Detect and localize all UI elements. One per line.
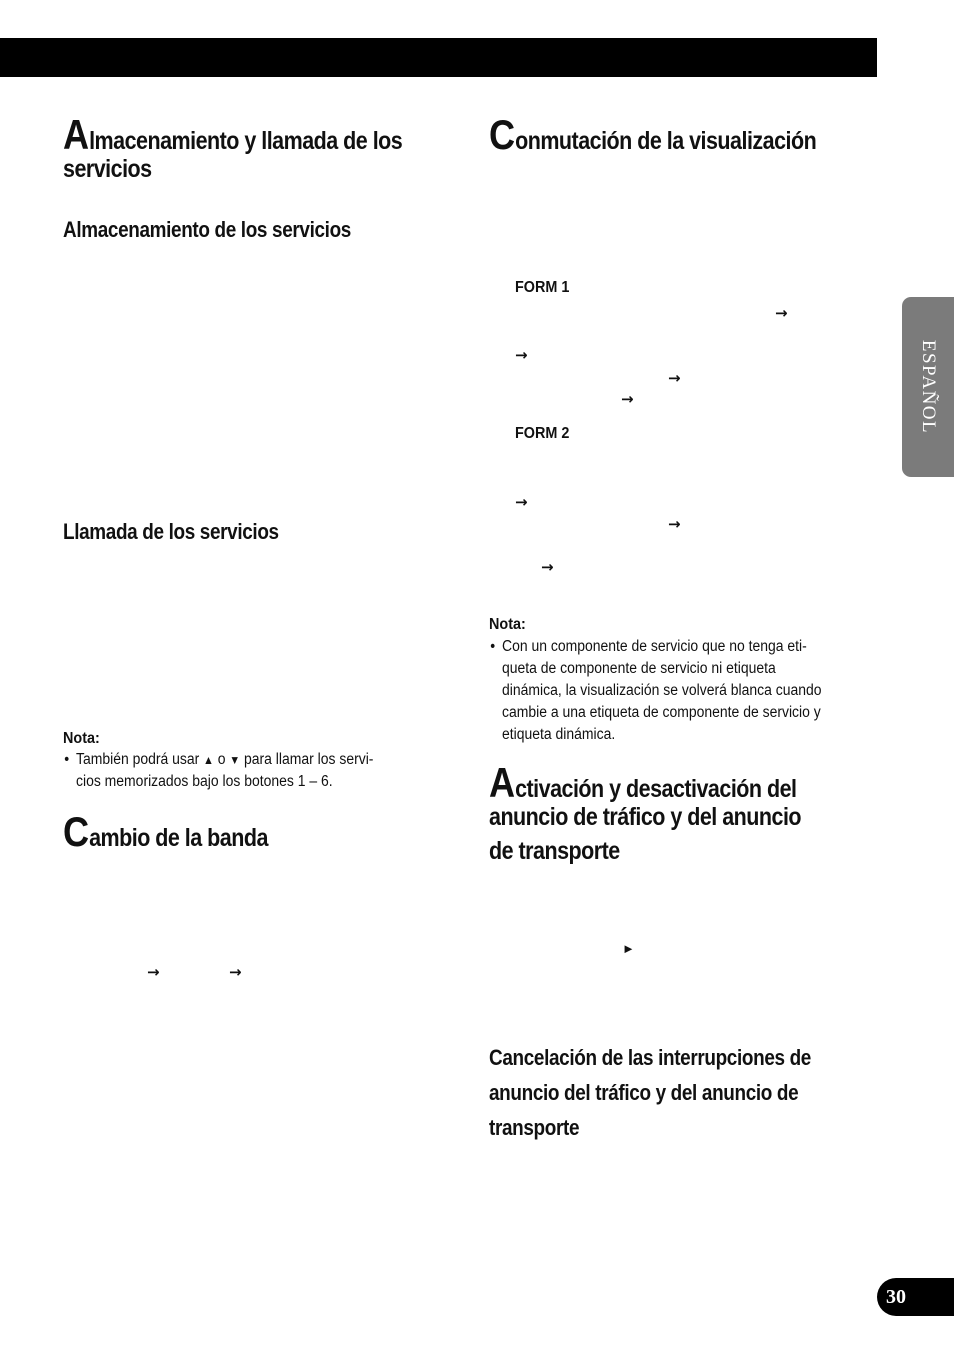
heading-text: onmutación de la visualización (515, 127, 817, 155)
arrow-icon: → (668, 515, 681, 533)
header-bar (0, 38, 877, 77)
section-heading-storage-recall-line2: servicios (63, 155, 152, 183)
section-heading-traffic-announce-line3: de transporte (489, 837, 620, 865)
subheading-cancel-interruptions-line3: transporte (489, 1115, 580, 1140)
page-number-badge (877, 1278, 954, 1316)
heading-text: ambio de la banda (89, 824, 268, 852)
arrow-icon: → (229, 963, 242, 981)
arrow-icon: → (668, 369, 681, 387)
heading-text: lmacenamiento y llamada de los (89, 127, 403, 155)
language-tab-label: ESPAÑOL (918, 339, 939, 435)
drop-cap: A (63, 111, 90, 158)
drop-cap: A (489, 759, 516, 806)
note-line: queta de componente de servicio ni etiqueta (502, 660, 776, 677)
section-heading-display-switch (489, 111, 817, 158)
note-label: Nota: (63, 730, 100, 747)
play-triangle-icon: ► (622, 941, 635, 956)
note-line: cios memorizados bajo los botones 1 – 6. (76, 773, 333, 790)
note-line: etiqueta dinámica. (502, 726, 616, 743)
arrow-icon: → (515, 346, 528, 364)
arrow-icon: → (541, 558, 554, 576)
note-line: • También podrá usar ▲ o ▼ para llamar los servi- (76, 749, 373, 771)
bullet: • (490, 638, 496, 655)
heading-text: ctivación y desactivación del (515, 775, 797, 803)
language-tab (902, 297, 954, 477)
down-triangle-icon: ▼ (229, 753, 241, 767)
form-2-label: FORM 2 (515, 425, 570, 442)
note-line: cambie a una etiqueta de componente de servicio y (502, 704, 821, 721)
note-label: Nota: (489, 616, 526, 633)
subheading-recall: Llamada de los servicios (63, 519, 279, 544)
drop-cap: C (63, 808, 90, 855)
subheading-storage: Almacenamiento de los servicios (63, 217, 351, 242)
bullet: • (64, 751, 70, 768)
section-heading-traffic-announce-line2: anuncio de tráfico y del anuncio (489, 803, 802, 831)
subheading-cancel-interruptions-line2: anuncio del tráfico y del anuncio de (489, 1080, 799, 1105)
note-line: • Con un componente de servicio que no tenga eti- (502, 636, 807, 658)
form-1-label: FORM 1 (515, 279, 570, 296)
page-number: 30 (886, 1286, 906, 1308)
drop-cap: C (489, 111, 516, 158)
note-line: dinámica, la visualización se volverá blanca cuando (502, 682, 822, 699)
arrow-icon: → (775, 304, 788, 322)
section-heading-band-change (63, 808, 268, 855)
arrow-icon: → (515, 493, 528, 511)
up-triangle-icon: ▲ (203, 753, 214, 767)
arrow-icon: → (147, 963, 160, 981)
arrow-icon: → (621, 390, 634, 408)
subheading-cancel-interruptions: Cancelación de las interrupciones de (489, 1045, 811, 1070)
